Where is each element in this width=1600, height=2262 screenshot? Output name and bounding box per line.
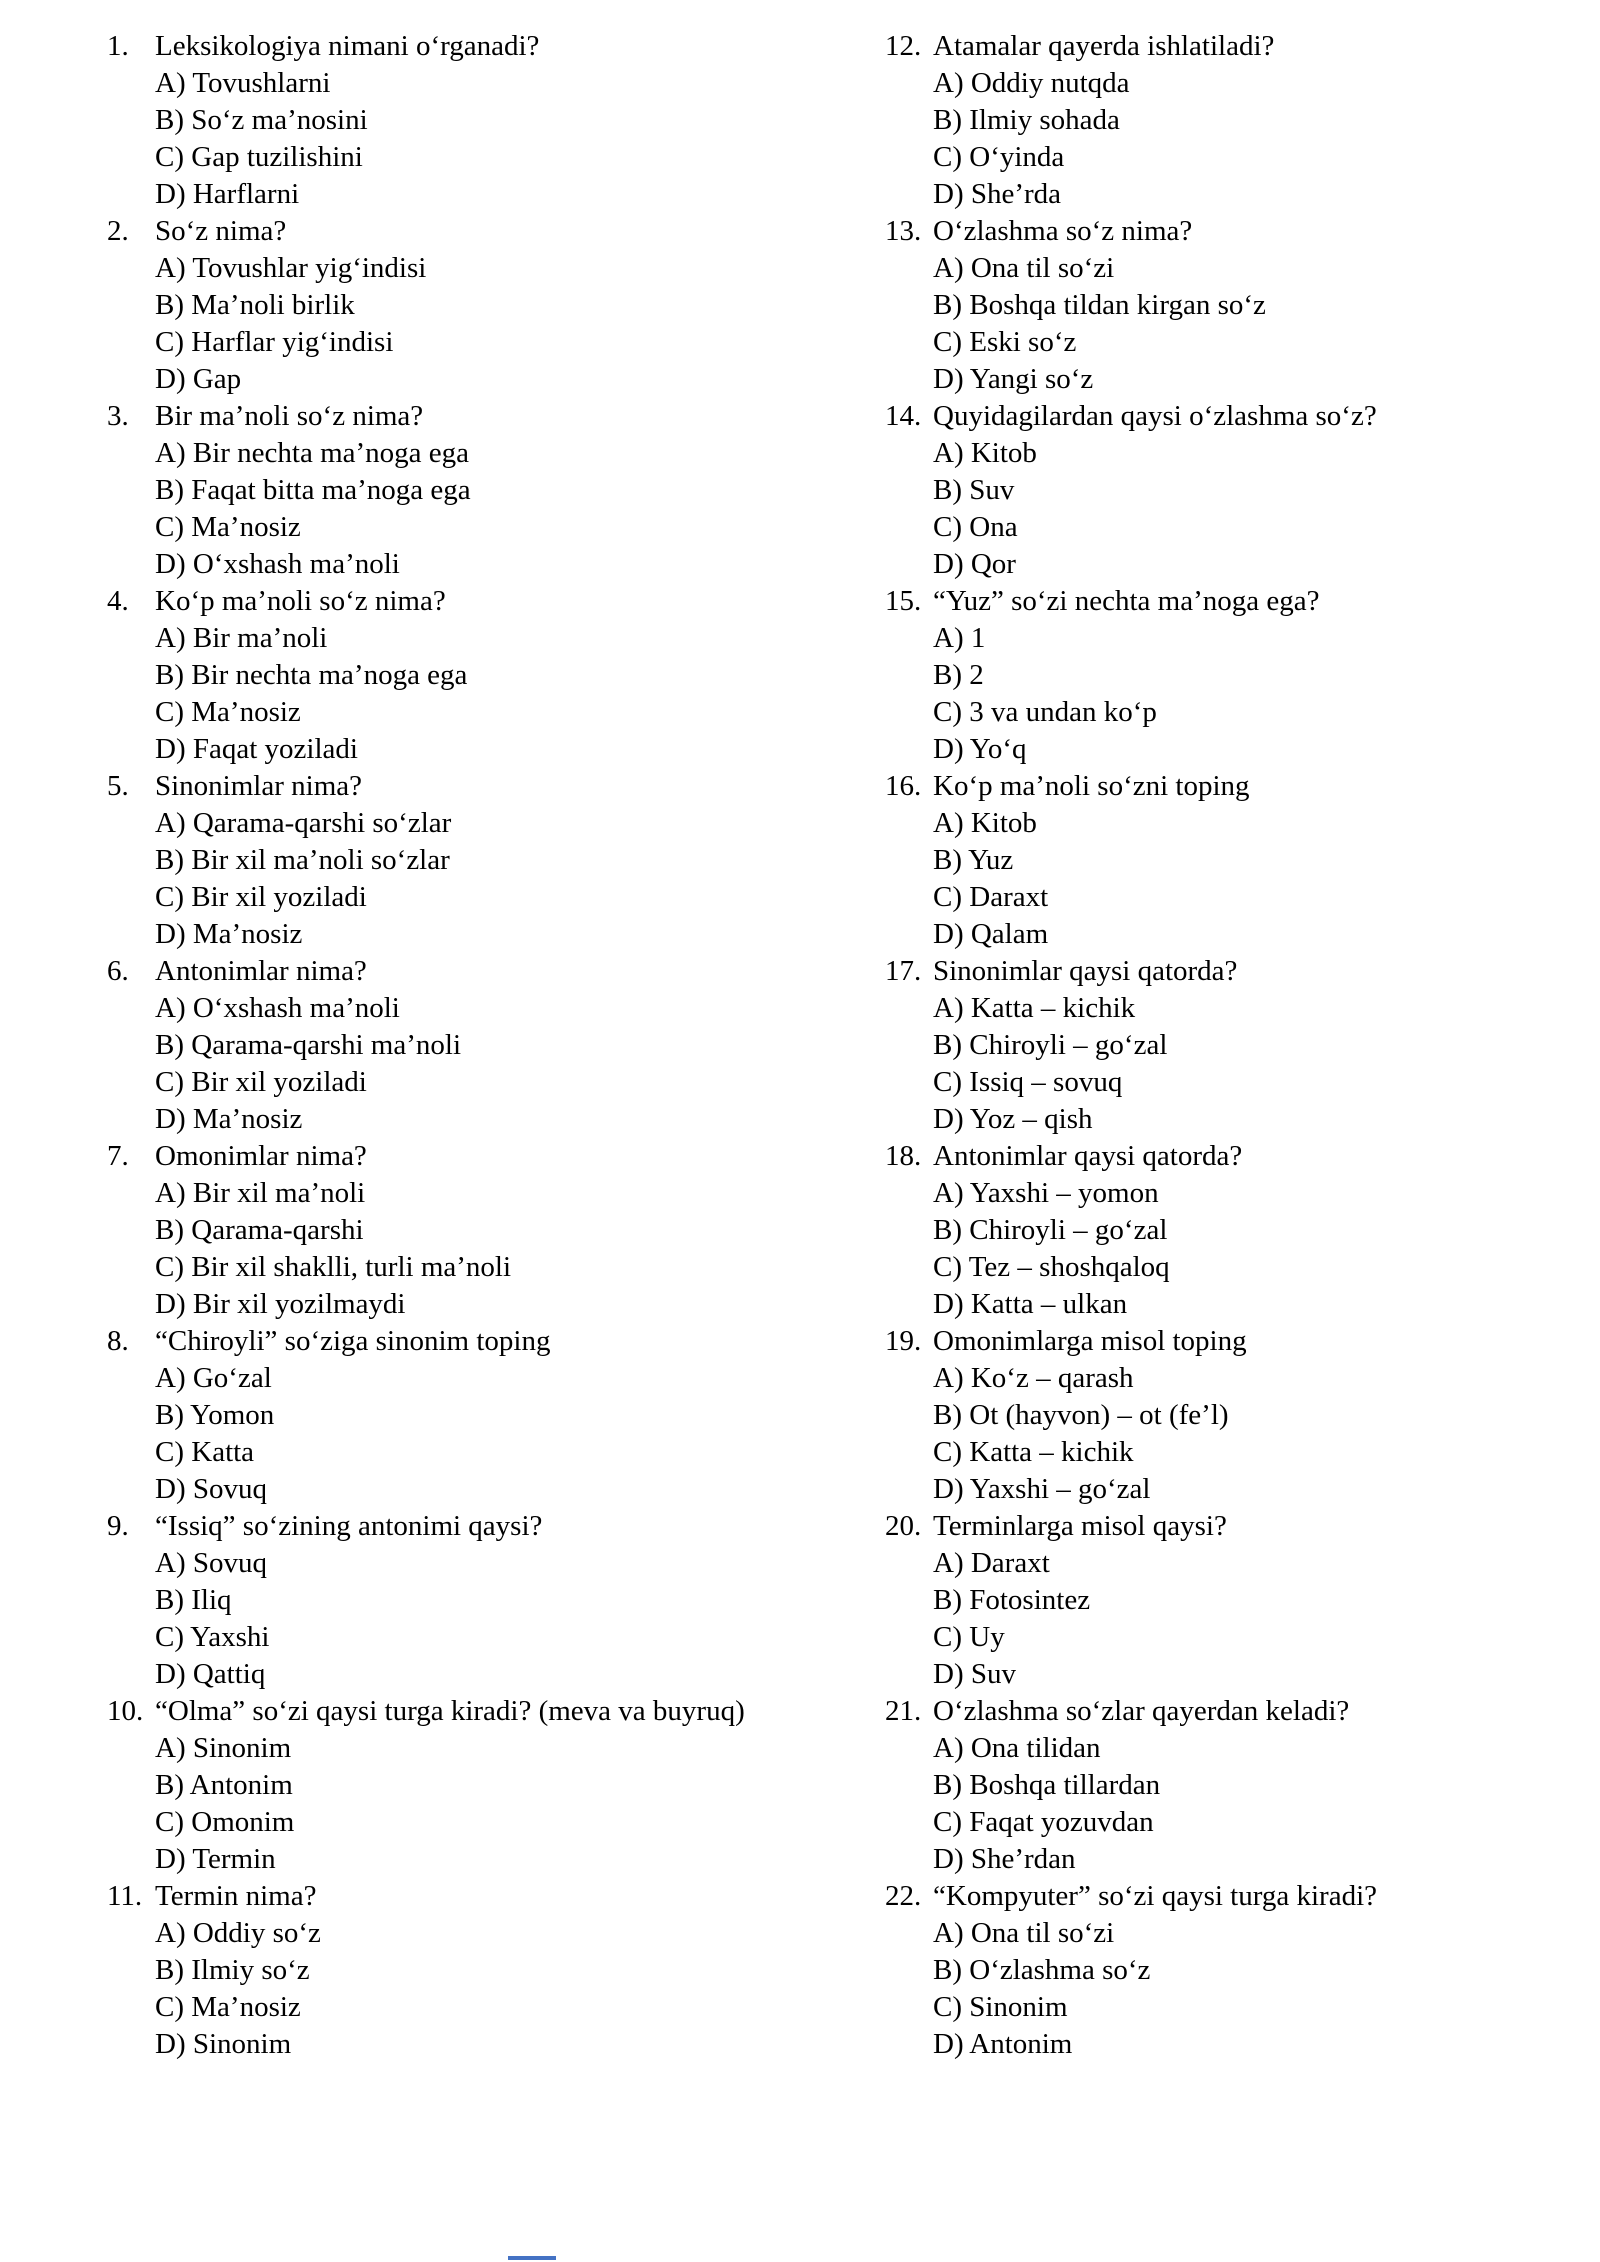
question-line bbox=[107, 1323, 827, 1360]
option-line: A) Oddiy nutqda bbox=[933, 67, 1130, 99]
option-line: C) Gap tuzilishini bbox=[155, 141, 363, 173]
question-line bbox=[885, 1878, 1600, 1915]
option-line: C) Ma’nosiz bbox=[155, 511, 301, 543]
option-line: A) Qarama-qarshi so‘zlar bbox=[155, 807, 452, 839]
question-item bbox=[885, 213, 1600, 398]
option-line: C) Yaxshi bbox=[155, 1621, 270, 1653]
option-line: B) Faqat bitta ma’noga ega bbox=[155, 474, 471, 506]
question-text: “Kompyuter” so‘zi qaysi turga kiradi? bbox=[933, 1880, 1377, 1912]
option-line: A) 1 bbox=[933, 622, 986, 654]
option-line: C) O‘yinda bbox=[933, 141, 1065, 173]
question-number: 4. bbox=[107, 585, 129, 617]
question-text: “Issiq” so‘zining antonimi qaysi? bbox=[155, 1510, 543, 1542]
option-line: C) Omonim bbox=[155, 1806, 295, 1838]
question-text: Sinonimlar nima? bbox=[155, 770, 362, 802]
option-line: C) Uy bbox=[933, 1621, 1005, 1653]
question-text: Ko‘p ma’noli so‘z nima? bbox=[155, 585, 446, 617]
question-number: 22. bbox=[885, 1880, 922, 1912]
question-text: Omonimlar nima? bbox=[155, 1140, 367, 1172]
question-number: 20. bbox=[885, 1510, 922, 1542]
question-item bbox=[107, 1878, 827, 2063]
question-item bbox=[885, 1323, 1600, 1508]
option-line: A) Tovushlarni bbox=[155, 67, 331, 99]
question-item bbox=[107, 1138, 827, 1323]
question-text: “Olma” so‘zi qaysi turga kiradi? (meva va buyruq) bbox=[155, 1695, 745, 1727]
option-line: B) Iliq bbox=[155, 1584, 232, 1616]
option-line: D) Yoz – qish bbox=[933, 1103, 1093, 1135]
option-line: B) 2 bbox=[933, 659, 984, 691]
question-item bbox=[107, 28, 827, 213]
option-line: A) Bir ma’noli bbox=[155, 622, 328, 654]
option-line: C) Sinonim bbox=[933, 1991, 1068, 2023]
question-line bbox=[107, 1878, 827, 1915]
option-line: A) Yaxshi – yomon bbox=[933, 1177, 1159, 1209]
question-number: 18. bbox=[885, 1140, 922, 1172]
option-line: D) She’rda bbox=[933, 178, 1062, 210]
option-line: A) Ona tilidan bbox=[933, 1732, 1101, 1764]
question-number: 17. bbox=[885, 955, 922, 987]
option-line: D) Sinonim bbox=[155, 2028, 292, 2060]
option-line: B) Boshqa tillardan bbox=[933, 1769, 1161, 1801]
question-item bbox=[885, 583, 1600, 768]
quiz-column-2 bbox=[885, 28, 1600, 2063]
question-item bbox=[885, 1508, 1600, 1693]
question-line bbox=[107, 28, 827, 65]
question-text: Sinonimlar qaysi qatorda? bbox=[933, 955, 1238, 987]
question-text: Ko‘p ma’noli so‘zni toping bbox=[933, 770, 1250, 802]
question-line bbox=[885, 398, 1600, 435]
question-item bbox=[107, 768, 827, 953]
option-line: C) Issiq – sovuq bbox=[933, 1066, 1123, 1098]
partial-bottom-bar bbox=[508, 2256, 556, 2260]
option-line: A) Daraxt bbox=[933, 1547, 1050, 1579]
question-item bbox=[885, 398, 1600, 583]
option-line: D) Termin bbox=[155, 1843, 276, 1875]
option-line: B) Qarama-qarshi bbox=[155, 1214, 364, 1246]
option-line: D) Ma’nosiz bbox=[155, 1103, 303, 1135]
question-item bbox=[885, 768, 1600, 953]
question-line bbox=[885, 1138, 1600, 1175]
question-number: 1. bbox=[107, 30, 129, 62]
question-item bbox=[885, 1878, 1600, 2063]
option-line: D) Qattiq bbox=[155, 1658, 266, 1690]
question-item bbox=[107, 1693, 827, 1878]
question-line bbox=[107, 953, 827, 990]
question-line bbox=[885, 953, 1600, 990]
option-line: C) 3 va undan ko‘p bbox=[933, 696, 1157, 728]
option-line: B) Suv bbox=[933, 474, 1015, 506]
question-text: Antonimlar nima? bbox=[155, 955, 367, 987]
option-line: D) Sovuq bbox=[155, 1473, 267, 1505]
option-line: C) Eski so‘z bbox=[933, 326, 1077, 358]
question-line bbox=[885, 213, 1600, 250]
option-line: B) Fotosintez bbox=[933, 1584, 1091, 1616]
option-line: D) Yo‘q bbox=[933, 733, 1027, 765]
question-number: 12. bbox=[885, 30, 922, 62]
option-line: C) Ona bbox=[933, 511, 1018, 543]
question-item bbox=[107, 1508, 827, 1693]
question-number: 5. bbox=[107, 770, 129, 802]
question-text: Omonimlarga misol toping bbox=[933, 1325, 1247, 1357]
question-item bbox=[107, 213, 827, 398]
question-line bbox=[885, 583, 1600, 620]
option-line: A) Kitob bbox=[933, 807, 1037, 839]
question-text: O‘zlashma so‘zlar qayerdan keladi? bbox=[933, 1695, 1350, 1727]
question-text: Termin nima? bbox=[155, 1880, 317, 1912]
option-line: C) Ma’nosiz bbox=[155, 1991, 301, 2023]
question-line bbox=[107, 213, 827, 250]
option-line: B) Bir xil ma’noli so‘zlar bbox=[155, 844, 450, 876]
option-line: D) Faqat yoziladi bbox=[155, 733, 358, 765]
option-line: A) Tovushlar yig‘indisi bbox=[155, 252, 427, 284]
question-number: 11. bbox=[107, 1880, 143, 1912]
option-line: B) Chiroyli – go‘zal bbox=[933, 1214, 1168, 1246]
option-line: A) Oddiy so‘z bbox=[155, 1917, 321, 1949]
question-text: Leksikologiya nimani o‘rganadi? bbox=[155, 30, 540, 62]
option-line: D) Bir xil yozilmaydi bbox=[155, 1288, 406, 1320]
option-line: C) Katta – kichik bbox=[933, 1436, 1134, 1468]
question-item bbox=[107, 1323, 827, 1508]
question-text: Terminlarga misol qaysi? bbox=[933, 1510, 1227, 1542]
question-line bbox=[107, 1508, 827, 1545]
question-item bbox=[885, 953, 1600, 1138]
question-text: “Yuz” so‘zi nechta ma’noga ega? bbox=[933, 585, 1320, 617]
option-line: B) O‘zlashma so‘z bbox=[933, 1954, 1151, 1986]
option-line: A) Ona til so‘zi bbox=[933, 1917, 1115, 1949]
question-text: Atamalar qayerda ishlatiladi? bbox=[933, 30, 1275, 62]
option-line: B) Ilmiy sohada bbox=[933, 104, 1120, 136]
option-line: B) Yomon bbox=[155, 1399, 275, 1431]
option-line: C) Bir xil shaklli, turli ma’noli bbox=[155, 1251, 512, 1283]
question-number: 16. bbox=[885, 770, 922, 802]
question-text: So‘z nima? bbox=[155, 215, 287, 247]
question-number: 14. bbox=[885, 400, 922, 432]
question-item bbox=[107, 583, 827, 768]
option-line: C) Katta bbox=[155, 1436, 255, 1468]
option-line: C) Bir xil yoziladi bbox=[155, 1066, 367, 1098]
question-line bbox=[885, 1323, 1600, 1360]
option-line: B) Chiroyli – go‘zal bbox=[933, 1029, 1168, 1061]
question-text: Antonimlar qaysi qatorda? bbox=[933, 1140, 1243, 1172]
option-line: B) Antonim bbox=[155, 1769, 293, 1801]
option-line: D) Antonim bbox=[933, 2028, 1073, 2060]
option-line: C) Tez – shoshqaloq bbox=[933, 1251, 1170, 1283]
question-item bbox=[107, 398, 827, 583]
option-line: A) Bir nechta ma’noga ega bbox=[155, 437, 470, 469]
option-line: A) Kitob bbox=[933, 437, 1037, 469]
question-number: 8. bbox=[107, 1325, 129, 1357]
question-number: 10. bbox=[107, 1695, 144, 1727]
question-line bbox=[885, 1508, 1600, 1545]
question-number: 21. bbox=[885, 1695, 922, 1727]
question-text: Quyidagilardan qaysi o‘zlashma so‘z? bbox=[933, 400, 1377, 432]
option-line: B) Yuz bbox=[933, 844, 1014, 876]
question-number: 3. bbox=[107, 400, 129, 432]
question-number: 13. bbox=[885, 215, 922, 247]
question-item bbox=[885, 1693, 1600, 1878]
option-line: D) Qor bbox=[933, 548, 1016, 580]
option-line: D) Katta – ulkan bbox=[933, 1288, 1128, 1320]
option-line: B) Ot (hayvon) – ot (fe’l) bbox=[933, 1399, 1229, 1431]
option-line: D) Yangi so‘z bbox=[933, 363, 1094, 395]
question-line bbox=[107, 1138, 827, 1175]
option-line: A) Bir xil ma’noli bbox=[155, 1177, 366, 1209]
option-line: C) Bir xil yoziladi bbox=[155, 881, 367, 913]
question-number: 7. bbox=[107, 1140, 129, 1172]
option-line: B) Qarama-qarshi ma’noli bbox=[155, 1029, 462, 1061]
option-line: A) Sovuq bbox=[155, 1547, 267, 1579]
question-line bbox=[885, 1693, 1600, 1730]
option-line: A) Go‘zal bbox=[155, 1362, 272, 1394]
question-text: O‘zlashma so‘z nima? bbox=[933, 215, 1193, 247]
option-line: B) Bir nechta ma’noga ega bbox=[155, 659, 468, 691]
option-line: D) O‘xshash ma’noli bbox=[155, 548, 400, 580]
option-line: B) So‘z ma’nosini bbox=[155, 104, 368, 136]
option-line: A) O‘xshash ma’noli bbox=[155, 992, 400, 1024]
option-line: B) Ilmiy so‘z bbox=[155, 1954, 310, 1986]
question-item bbox=[885, 1138, 1600, 1323]
option-line: A) Ko‘z – qarash bbox=[933, 1362, 1134, 1394]
question-number: 2. bbox=[107, 215, 129, 247]
question-line bbox=[107, 398, 827, 435]
option-line: B) Ma’noli birlik bbox=[155, 289, 355, 321]
option-line: D) Harflarni bbox=[155, 178, 300, 210]
question-item bbox=[107, 953, 827, 1138]
option-line: D) She’rdan bbox=[933, 1843, 1076, 1875]
option-line: D) Gap bbox=[155, 363, 242, 395]
option-line: D) Qalam bbox=[933, 918, 1049, 950]
option-line: D) Suv bbox=[933, 1658, 1016, 1690]
option-line: C) Faqat yozuvdan bbox=[933, 1806, 1154, 1838]
option-line: C) Harflar yig‘indisi bbox=[155, 326, 394, 358]
question-line bbox=[107, 768, 827, 805]
question-line bbox=[107, 1693, 827, 1730]
question-number: 19. bbox=[885, 1325, 922, 1357]
question-number: 6. bbox=[107, 955, 129, 987]
quiz-column-1 bbox=[107, 28, 827, 2063]
question-line bbox=[107, 583, 827, 620]
option-line: B) Boshqa tildan kirgan so‘z bbox=[933, 289, 1266, 321]
option-line: D) Ma’nosiz bbox=[155, 918, 303, 950]
option-line: C) Daraxt bbox=[933, 881, 1049, 913]
question-number: 9. bbox=[107, 1510, 129, 1542]
question-text: Bir ma’noli so‘z nima? bbox=[155, 400, 424, 432]
question-text: “Chiroyli” so‘ziga sinonim toping bbox=[155, 1325, 551, 1357]
option-line: A) Sinonim bbox=[155, 1732, 292, 1764]
question-item bbox=[885, 28, 1600, 213]
option-line: A) Katta – kichik bbox=[933, 992, 1136, 1024]
question-number: 15. bbox=[885, 585, 922, 617]
option-line: A) Ona til so‘zi bbox=[933, 252, 1115, 284]
option-line: C) Ma’nosiz bbox=[155, 696, 301, 728]
question-line bbox=[885, 768, 1600, 805]
option-line: D) Yaxshi – go‘zal bbox=[933, 1473, 1151, 1505]
question-line bbox=[885, 28, 1600, 65]
